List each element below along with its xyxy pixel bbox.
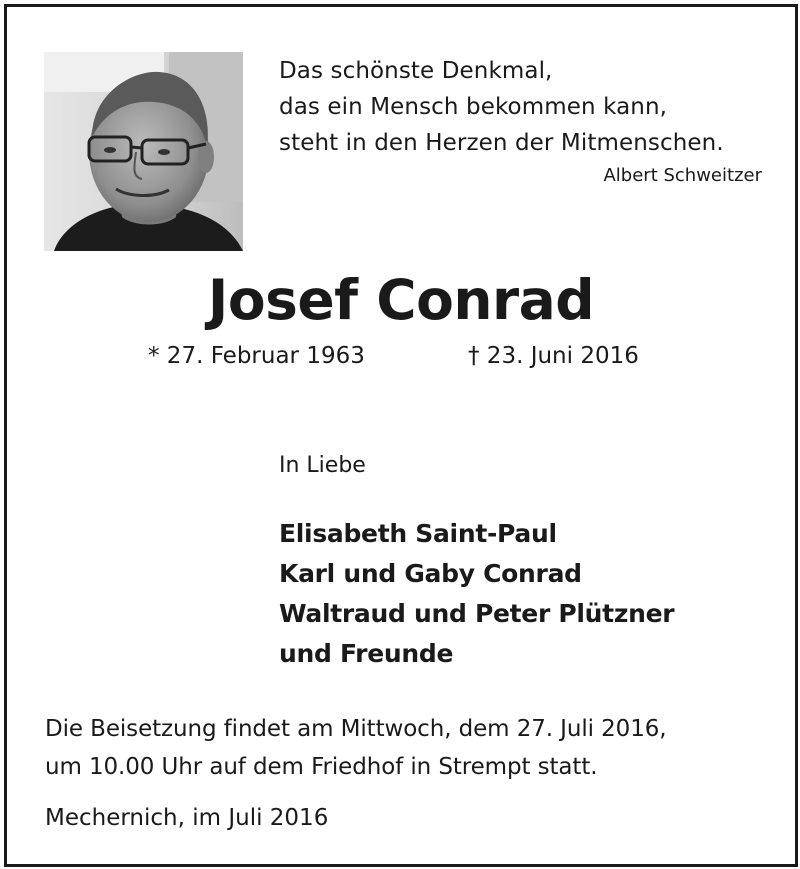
in-love-phrase: In Liebe — [279, 453, 366, 478]
portrait-photo — [44, 52, 243, 251]
place-and-date: Mechernich, im Juli 2016 — [45, 805, 329, 831]
mourner-name: Karl und Gaby Conrad — [279, 559, 582, 588]
funeral-details — [45, 710, 666, 786]
portrait-image — [44, 52, 243, 251]
quote — [279, 53, 759, 161]
obituary-notice — [4, 4, 798, 867]
deceased-name: Josef Conrad — [207, 268, 595, 332]
death-date: † 23. Juni 2016 — [468, 343, 639, 369]
mourners-list — [279, 514, 674, 674]
quote-line: das ein Mensch bekommen kann, — [279, 94, 668, 120]
quote-line: steht in den Herzen der Mitmenschen. — [279, 130, 724, 156]
funeral-line: um 10.00 Uhr auf dem Friedhof in Strempt statt. — [45, 754, 598, 780]
mourner-name: Waltraud und Peter Plützner — [279, 599, 675, 628]
birth-date: * 27. Februar 1963 — [148, 343, 365, 369]
mourner-name: Elisabeth Saint-Paul — [279, 519, 557, 548]
quote-line: Das schönste Denkmal, — [279, 58, 553, 84]
funeral-line: Die Beisetzung findet am Mittwoch, dem 27. Juli 2016, — [45, 716, 667, 742]
quote-author: Albert Schweitzer — [603, 165, 762, 186]
mourner-name: und Freunde — [279, 639, 454, 668]
